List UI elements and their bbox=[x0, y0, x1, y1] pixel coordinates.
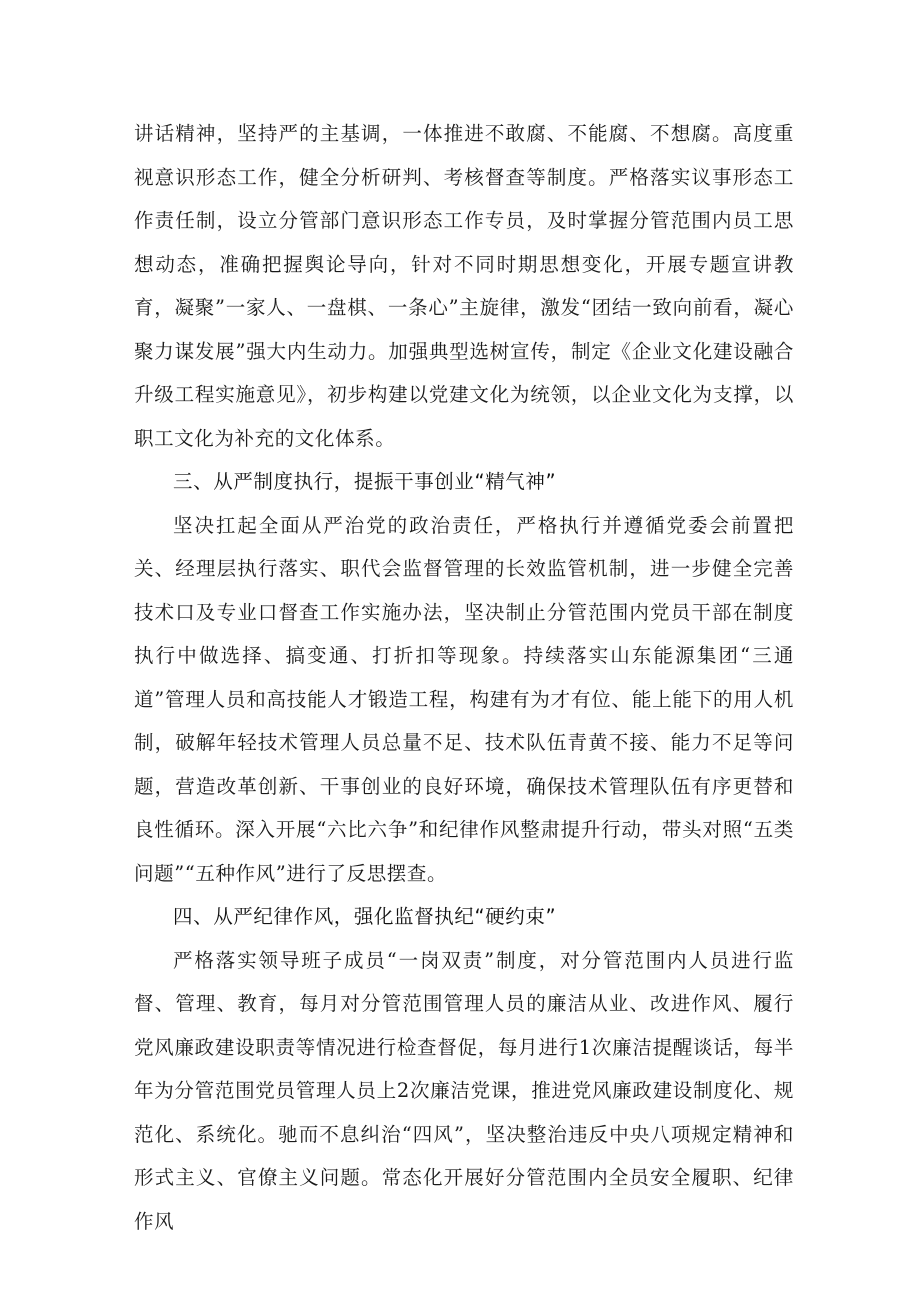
section-heading-3: 三、从严制度执行，提振干事创业“精气神” bbox=[173, 470, 557, 493]
paragraph-continued: 讲话精神，坚持严的主基调，一体推进不敢腐、不能腐、不想腐。高度重视意识形态工作，健全分析研判、考核督查等制度。严格落实议事形态工作责任制，设立分管部门意识形态工作专员，及时掌握分管范围内员工思想动态，准确把握舆论导向，针对不同时期思想变化，开展专题宣讲教育，凝聚”一家人、一盘棋、一条心”主旋律，激发“团结一致向前看，凝心聚力谋发展”强大内生动力。加强典型选树宣传，制定《企业文化建设融合升级工程实施意见》，初步构建以党建文化为统领，以企业文化为支撑，以职工文化为补充的文化体系。 bbox=[134, 122, 794, 450]
paragraph-section-4: 严格落实领导班子成员“一岗双责”制度，对分管范围内人员进行监督、管理、教育，每月对分管范围管理人员的廉洁从业、改进作风、履行党风廉政建设职责等情况进行检查督促，每月进行1次廉洁提醒谈话，每半年为分管范围党员管理人员上2次廉洁党课，推进党风廉政建设制度化、规范化、系统化。驰而不息纠治“四风”，坚决整治违反中央八项规定精神和形式主义、官僚主义问题。常态化开展好分管范围内全员安全履职、纪律作风 bbox=[134, 948, 794, 1233]
document-body bbox=[134, 112, 794, 1243]
section-heading-4: 四、从严纪律作风，强化监督执纪“硬约束” bbox=[173, 905, 557, 928]
paragraph-section-3: 坚决扛起全面从严治党的政治责任，严格执行并遵循党委会前置把关、经理层执行落实、职代会监督管理的长效监管机制，进一步健全完善技术口及专业口督查工作实施办法，坚决制止分管范围内党员干部在制度执行中做选择、搞变通、打折扣等现象。持续落实山东能源集团“三通道”管理人员和高技能人才锻造工程，构建有为才有位、能上能下的用人机制，破解年轻技术管理人员总量不足、技术队伍青黄不接、能力不足等问题，营造改革创新、干事创业的良好环境，确保技术管理队伍有序更替和良性循环。深入开展“六比六争”和纪律作风整肃提升行动，带头对照“五类问题”“五种作风”进行了反思摆查。 bbox=[134, 513, 794, 885]
